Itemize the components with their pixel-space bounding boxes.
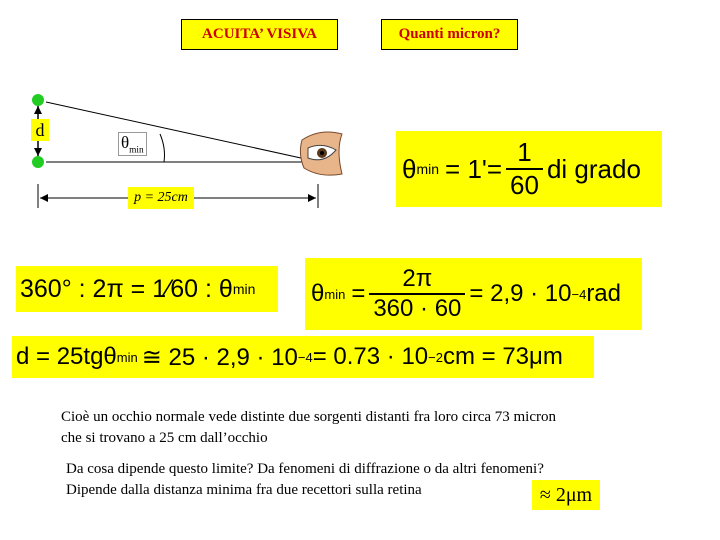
conclusion-line-2: che si trovano a 25 cm dall’occhio [61, 430, 268, 446]
approx-2-micron: ≈ 2μm [532, 480, 600, 510]
conclusion-text [61, 407, 681, 449]
theta-min-label: $\theta_{min}$ [118, 132, 147, 156]
p-label-box [128, 187, 194, 209]
question-line-2: Dipende dalla distanza minima fra due recettori sulla retina [66, 482, 422, 498]
title-quanti-micron-text: Quanti micron? [398, 26, 501, 42]
question-line-1: Da cosa dipende questo limite? Da fenomeni di diffrazione o da altri fenomeni? [66, 461, 544, 477]
formula-theta-min-def: θ min = 1'= $\frac{1}{60}$ di grado [396, 131, 662, 207]
angle-arc [160, 134, 165, 162]
d-arrow-top [34, 106, 42, 114]
fraction-1-60: $\frac{1}{60}$ [506, 137, 543, 201]
formula-proportion: 360° : 2π = 1⁄60 : θ min [16, 266, 278, 312]
angle-diagram [20, 88, 380, 218]
green-dot-bottom [32, 156, 44, 168]
d-label-box [31, 119, 49, 141]
title-acuita-text: ACUITA’ VISIVA [202, 26, 317, 42]
green-dot-top [32, 94, 44, 106]
d-label: d [35, 119, 45, 140]
d-arrow-bottom [34, 148, 42, 156]
eye-icon [300, 132, 342, 175]
conclusion-line-1: Cioè un occhio normale vede distinte due sorgenti distanti fra loro circa 73 micron [61, 409, 556, 425]
title-quanti-micron [381, 19, 518, 50]
p-label: p = 25cm [134, 190, 188, 205]
formula-d-result: d = 25tgθ min ≅ 25 · 2,9 · 10 −4 = 0.73 · 10 −2 cm = 73μm [12, 336, 594, 378]
fraction-2pi: $\frac{2\pi}{360 \cdot 60}$ [369, 265, 465, 323]
p-arrow-right [308, 194, 316, 202]
title-acuita [181, 19, 338, 50]
formula-theta-rad: θ min = $\frac{2\pi}{360 \cdot 60}$ = 2,9 · 10 −4 rad [305, 258, 642, 330]
ray-top [46, 102, 310, 160]
p-arrow-left [40, 194, 48, 202]
